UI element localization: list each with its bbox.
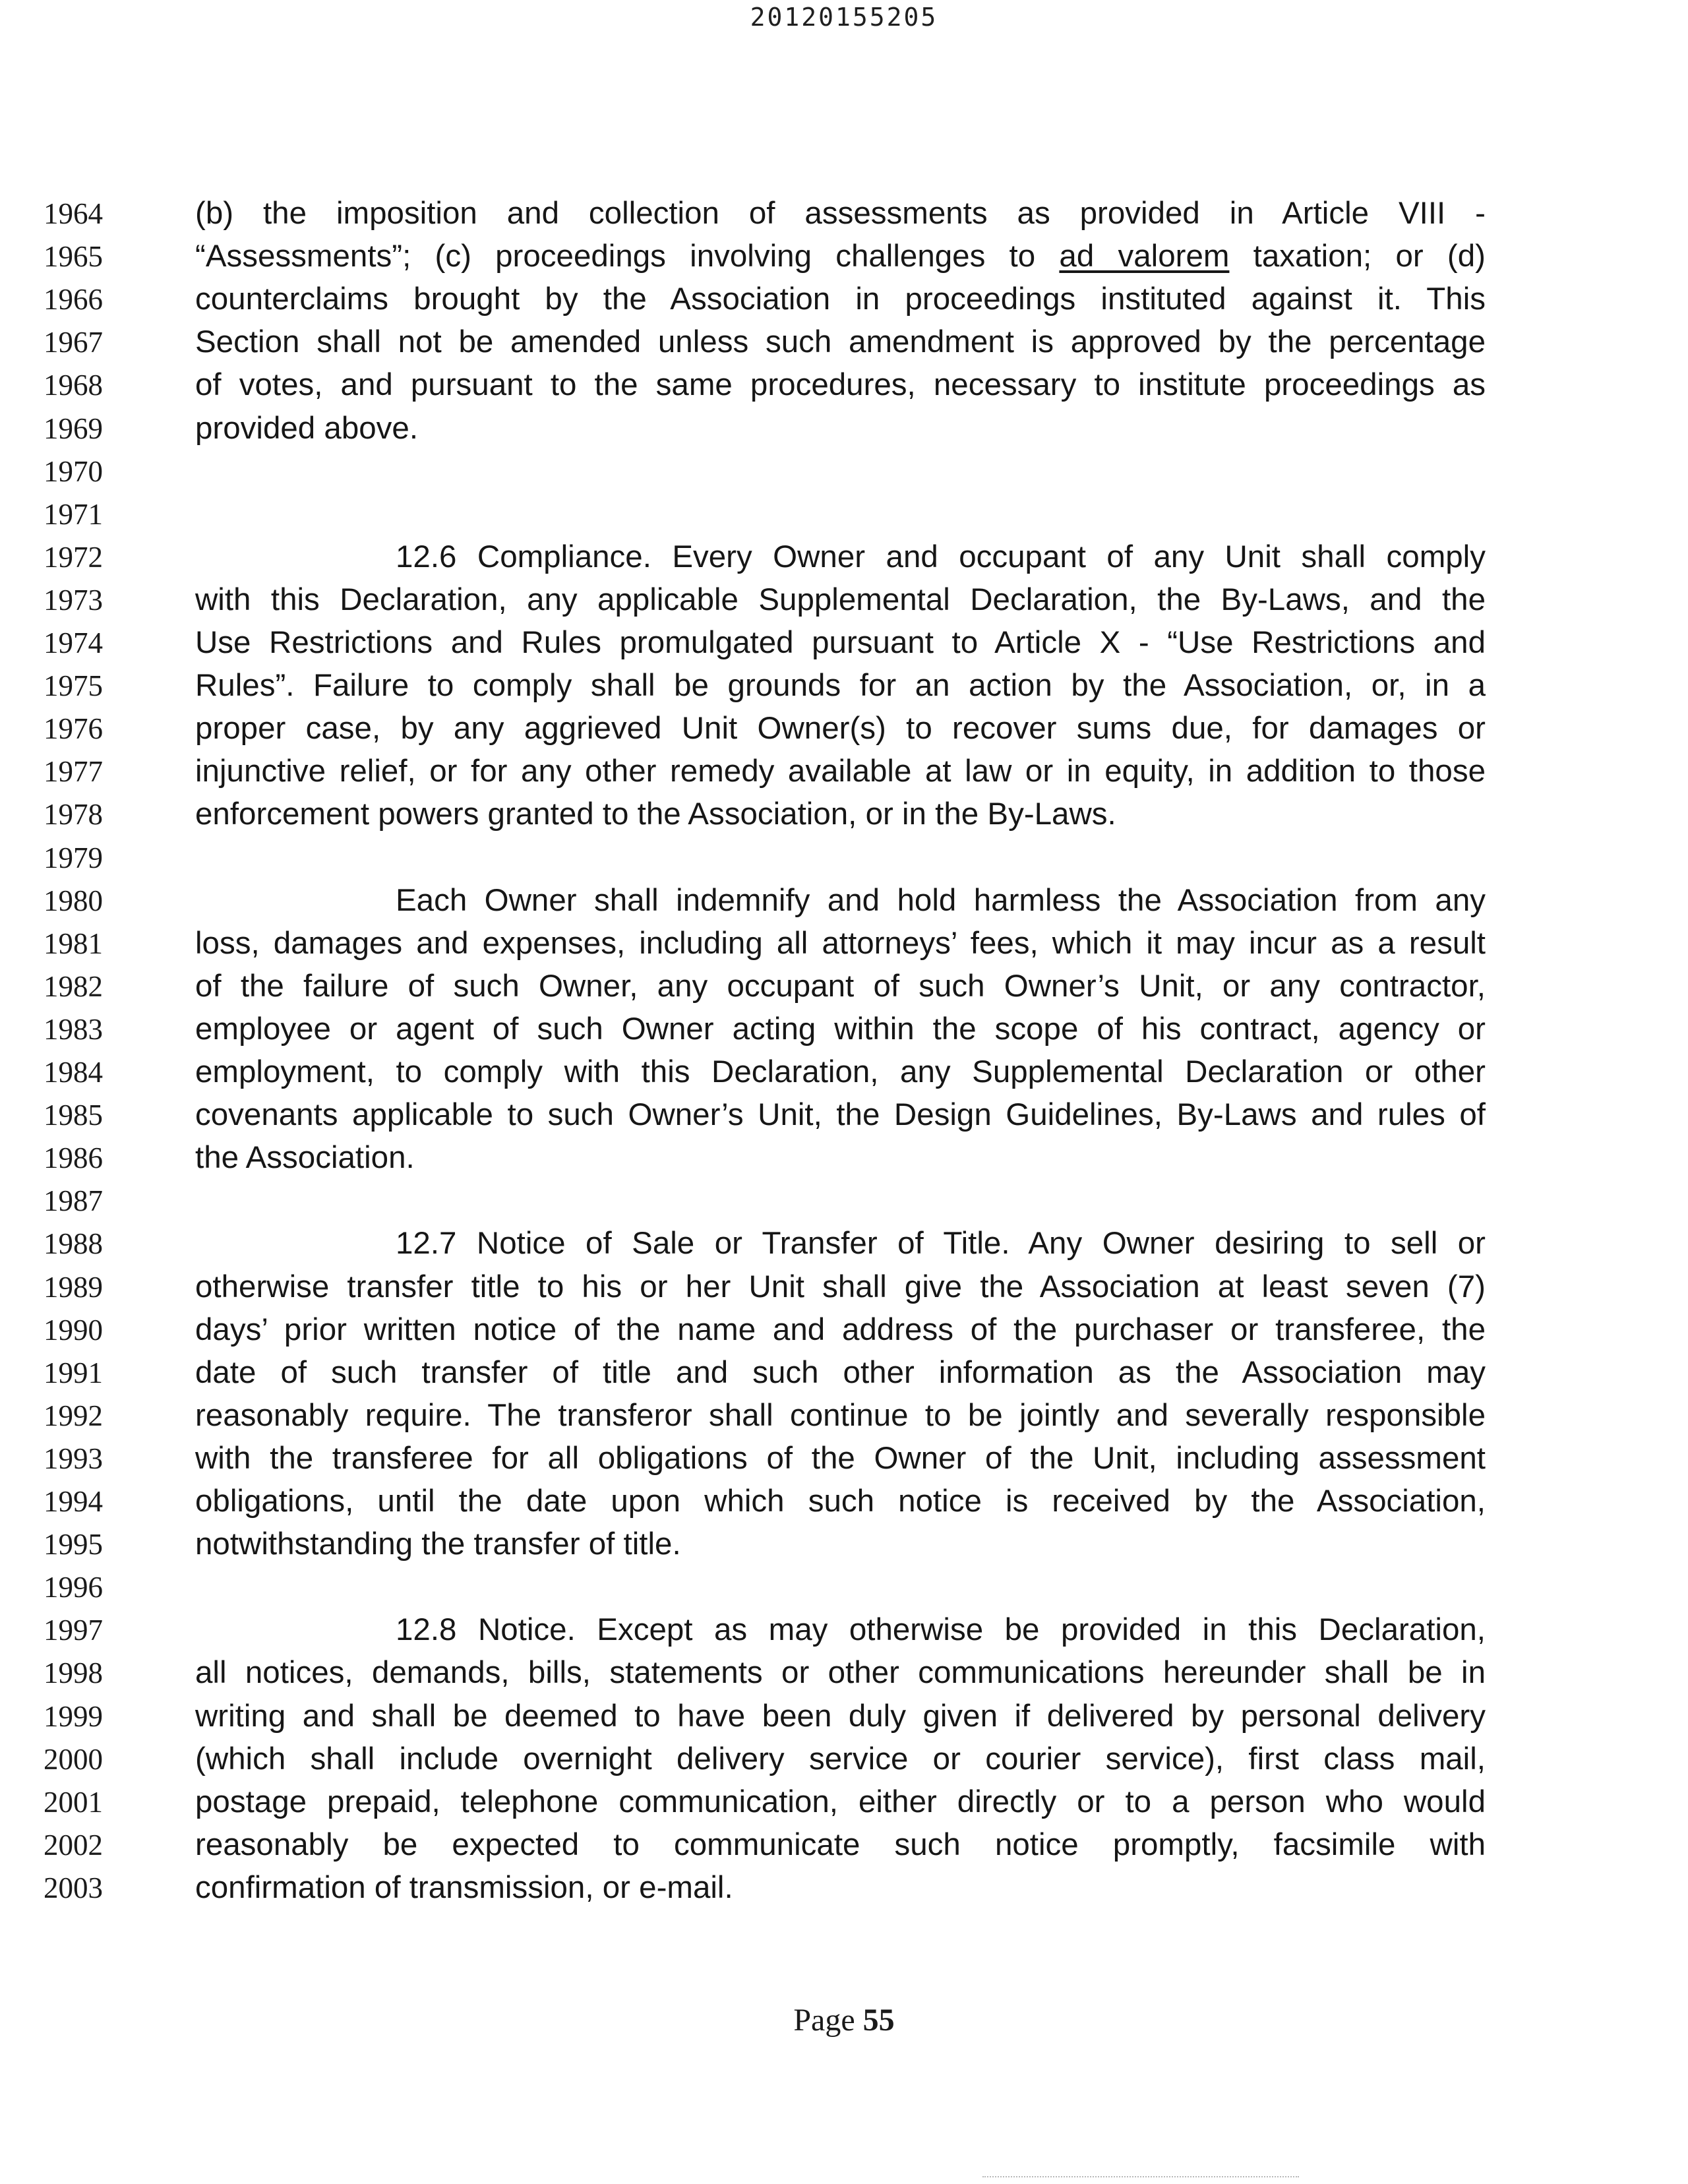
line-text: Rules”. Failure to comply shall be grounds for an action by the Association, or, in a — [195, 668, 1486, 704]
line-text: enforcement powers granted to the Association, or in the By-Laws. — [195, 797, 1116, 832]
document-line — [0, 1308, 1688, 1352]
line-text: with this Declaration, any applicable Supplemental Declaration, the By-Laws, and the — [195, 582, 1486, 617]
document-line — [0, 1222, 1688, 1265]
document-line — [0, 1008, 1688, 1051]
document-line — [0, 1523, 1688, 1566]
line-number: 1993 — [44, 1441, 103, 1475]
document-line — [0, 320, 1688, 364]
line-text: covenants applicable to such Owner’s Unit, the Design Guidelines, By-Laws and rules of — [195, 1097, 1486, 1133]
document-line — [0, 707, 1688, 750]
line-number: 1991 — [44, 1356, 103, 1389]
line-number: 1990 — [44, 1313, 103, 1347]
line-text: of votes, and pursuant to the same procedures, necessary to institute proceedings as — [195, 367, 1486, 403]
line-text: 12.7 Notice of Sale or Transfer of Title. Any Owner desiring to sell or — [396, 1226, 1486, 1261]
document-line — [0, 922, 1688, 965]
line-text: of the failure of such Owner, any occupant of such Owner’s Unit, or any contractor, — [195, 968, 1486, 1004]
scan-edge-artifact — [982, 2176, 1299, 2179]
line-text: writing and shall be deemed to have been duly given if delivered by personal delivery — [195, 1698, 1486, 1734]
document-line — [0, 1437, 1688, 1480]
line-text: obligations, until the date upon which such notice is received by the Association, — [195, 1484, 1486, 1519]
line-text: the Association. — [195, 1140, 415, 1176]
line-text: employee or agent of such Owner acting within the scope of his contract, agency or — [195, 1011, 1486, 1046]
document-line — [0, 1780, 1688, 1824]
line-text: 12.6 Compliance. Every Owner and occupant of any Unit shall comply — [396, 539, 1486, 574]
line-text: 12.8 Notice. Except as may otherwise be provided in this Declaration, — [396, 1612, 1486, 1648]
document-line — [0, 1608, 1688, 1652]
line-number: 1976 — [44, 712, 103, 746]
line-text: proper case, by any aggrieved Unit Owner(s) to recover sums due, for damages or — [195, 711, 1486, 746]
line-number: 1973 — [44, 583, 103, 617]
line-number: 1965 — [44, 240, 103, 274]
document-line — [0, 1738, 1688, 1781]
document-line — [0, 535, 1688, 579]
document-line — [0, 1265, 1688, 1309]
document-line — [0, 1695, 1688, 1738]
line-number: 1984 — [44, 1056, 103, 1089]
line-text: postage prepaid, telephone communication, either directly or to a person who would — [195, 1784, 1486, 1819]
line-number: 1987 — [44, 1184, 103, 1218]
document-line — [0, 836, 1688, 880]
line-number: 1985 — [44, 1099, 103, 1132]
line-number: 1968 — [44, 369, 103, 402]
line-text: with the transferee for all obligations of the Owner of the Unit, including assessment — [195, 1440, 1486, 1476]
line-text: counterclaims brought by the Association in proceedings instituted against it. This — [195, 282, 1486, 317]
document-line — [0, 450, 1688, 493]
line-text: employment, to comply with this Declaration, any Supplemental Declaration or other — [195, 1054, 1486, 1089]
line-number: 1982 — [44, 969, 103, 1003]
line-number: 1978 — [44, 798, 103, 832]
document-line — [0, 1480, 1688, 1523]
line-number: 1983 — [44, 1012, 103, 1046]
page-footer — [0, 2002, 1688, 2038]
document-line — [0, 1651, 1688, 1695]
line-number: 1995 — [44, 1528, 103, 1562]
line-text: Use Restrictions and Rules promulgated pursuant to Article X - “Use Restrictions and — [195, 625, 1486, 660]
document-line — [0, 750, 1688, 793]
document-line — [0, 363, 1688, 407]
line-text: all notices, demands, bills, statements or other communications hereunder shall be in — [195, 1655, 1486, 1691]
document-line — [0, 578, 1688, 622]
document-line — [0, 793, 1688, 836]
line-text: provided above. — [195, 410, 419, 446]
line-number: 1986 — [44, 1141, 103, 1175]
line-text: reasonably be expected to communicate such notice promptly, facsimile with — [195, 1827, 1486, 1862]
document-line — [0, 1866, 1688, 1910]
line-number: 1999 — [44, 1699, 103, 1733]
document-line — [0, 1050, 1688, 1094]
line-number: 1997 — [44, 1614, 103, 1647]
line-number: 1988 — [44, 1227, 103, 1261]
line-number: 1980 — [44, 884, 103, 917]
line-number: 2002 — [44, 1828, 103, 1862]
line-number: 1964 — [44, 197, 103, 230]
line-number: 1975 — [44, 669, 103, 703]
underlined-term: ad valorem — [1059, 239, 1230, 274]
line-number: 1972 — [44, 540, 103, 574]
document-line — [0, 493, 1688, 536]
page-label: Page — [793, 2003, 855, 2038]
document-line — [0, 879, 1688, 923]
line-number: 2003 — [44, 1871, 103, 1904]
document-line — [0, 1136, 1688, 1180]
line-text: reasonably require. The transferor shall continue to be jointly and severally responsible — [195, 1397, 1486, 1433]
document-line — [0, 1394, 1688, 1438]
line-text: “Assessments”; (c) proceedings involving challenges to ad valorem taxation; or (d) — [195, 239, 1486, 274]
document-line — [0, 1565, 1688, 1609]
line-text: loss, damages and expenses, including all attorneys’ fees, which it may incur as a result — [195, 925, 1486, 961]
line-text: injunctive relief, or for any other remedy available at law or in equity, in addition to those — [195, 754, 1486, 789]
document-line — [0, 621, 1688, 665]
line-number: 1998 — [44, 1656, 103, 1690]
line-text: confirmation of transmission, or e-mail. — [195, 1869, 733, 1905]
line-text: Each Owner shall indemnify and hold harmless the Association from any — [396, 882, 1486, 918]
line-number: 1966 — [44, 283, 103, 317]
document-line — [0, 1823, 1688, 1867]
line-number: 1979 — [44, 841, 103, 874]
line-number: 1992 — [44, 1399, 103, 1432]
document-line — [0, 664, 1688, 708]
document-line — [0, 1093, 1688, 1137]
document-line — [0, 235, 1688, 278]
line-number: 1981 — [44, 926, 103, 960]
page-number: 55 — [862, 2003, 895, 2038]
document-line — [0, 278, 1688, 321]
line-text: notwithstanding the transfer of title. — [195, 1527, 681, 1562]
line-number: 1969 — [44, 411, 103, 445]
line-number: 1977 — [44, 755, 103, 789]
line-number: 1971 — [44, 497, 103, 531]
line-number: 1994 — [44, 1485, 103, 1518]
document-line — [0, 192, 1688, 235]
line-number: 1974 — [44, 626, 103, 659]
line-text: (which shall include overnight delivery service or courier service), first class mail, — [195, 1741, 1486, 1776]
line-number: 1967 — [44, 326, 103, 359]
document-line — [0, 407, 1688, 450]
line-text: date of such transfer of title and such other information as the Association may — [195, 1354, 1486, 1390]
line-number: 1989 — [44, 1270, 103, 1304]
line-text: days’ prior written notice of the name and address of the purchaser or transferee, the — [195, 1312, 1486, 1347]
document-line — [0, 1351, 1688, 1395]
document-line — [0, 965, 1688, 1008]
line-number: 1970 — [44, 454, 103, 488]
line-text: (b) the imposition and collection of assessments as provided in Article VIII - — [195, 196, 1486, 231]
line-text: otherwise transfer title to his or her Unit shall give the Association at least seven (7) — [195, 1269, 1486, 1304]
line-number: 1996 — [44, 1571, 103, 1604]
document-line — [0, 1179, 1688, 1223]
line-number: 2000 — [44, 1742, 103, 1776]
line-text: Section shall not be amended unless such amendment is approved by the percentage — [195, 324, 1486, 360]
document-number: 20120155205 — [750, 3, 938, 32]
line-number: 2001 — [44, 1785, 103, 1819]
